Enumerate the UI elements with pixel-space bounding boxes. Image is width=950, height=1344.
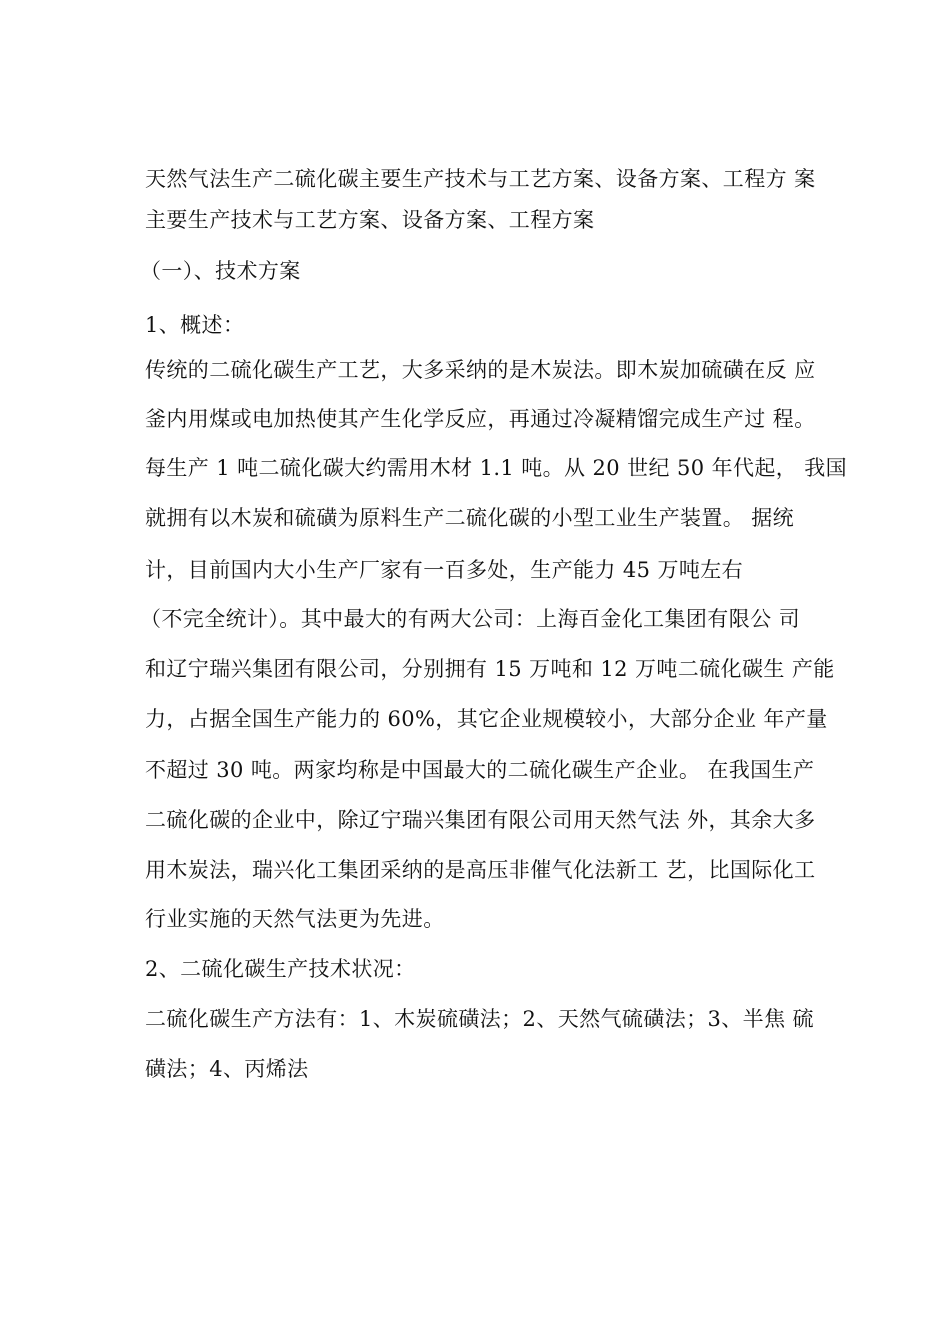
title-line-1: 天然气法生产二硫化碳主要生产技术与工艺方案、设备方案、工程方 案 [145, 167, 816, 191]
paragraph-line: 不超过 30 吨。两家均称是中国最大的二硫化碳生产企业。 在我国生产 [145, 758, 815, 782]
title-line-2: 主要生产技术与工艺方案、设备方案、工程方案 [145, 208, 595, 232]
paragraph-line: 磺法；4、丙烯法 [145, 1057, 309, 1081]
paragraph-line: 用木炭法，瑞兴化工集团采纳的是高压非催气化法新工 艺，比国际化工 [145, 858, 816, 882]
paragraph-line: 行业实施的天然气法更为先进。 [145, 907, 445, 931]
paragraph-line: 每生产 1 吨二硫化碳大约需用木材 1.1 吨。从 20 世纪 50 年代起， 我国 [145, 456, 848, 480]
paragraph-line: 计，目前国内大小生产厂家有一百多处，生产能力 45 万吨左右 [145, 558, 744, 582]
section-heading: （一）、技术方案 [140, 259, 301, 283]
paragraph-line: 传统的二硫化碳生产工艺，大多采纳的是木炭法。即木炭加硫磺在反 应 [145, 358, 816, 382]
subsection-1-heading: 1、概述： [145, 313, 245, 337]
paragraph-line: 二硫化碳生产方法有：1、木炭硫磺法；2、天然气硫磺法；3、半焦 硫 [145, 1007, 814, 1031]
paragraph-line: （不完全统计）。其中最大的有两大公司：上海百金化工集团有限公 司 [140, 607, 800, 631]
paragraph-line: 釜内用煤或电加热使其产生化学反应，再通过冷凝精馏完成生产过 程。 [145, 407, 816, 431]
paragraph-line: 二硫化碳的企业中，除辽宁瑞兴集团有限公司用天然气法 外，其余大多 [145, 808, 816, 832]
subsection-2-heading: 2、二硫化碳生产技术状况： [145, 957, 416, 981]
paragraph-line: 就拥有以木炭和硫磺为原料生产二硫化碳的小型工业生产装置。 据统 [145, 506, 795, 530]
paragraph-line: 力，占据全国生产能力的 60%，其它企业规模较小，大部分企业 年产量 [145, 707, 828, 731]
paragraph-line: 和辽宁瑞兴集团有限公司，分别拥有 15 万吨和 12 万吨二硫化碳生 产能 [145, 657, 835, 681]
